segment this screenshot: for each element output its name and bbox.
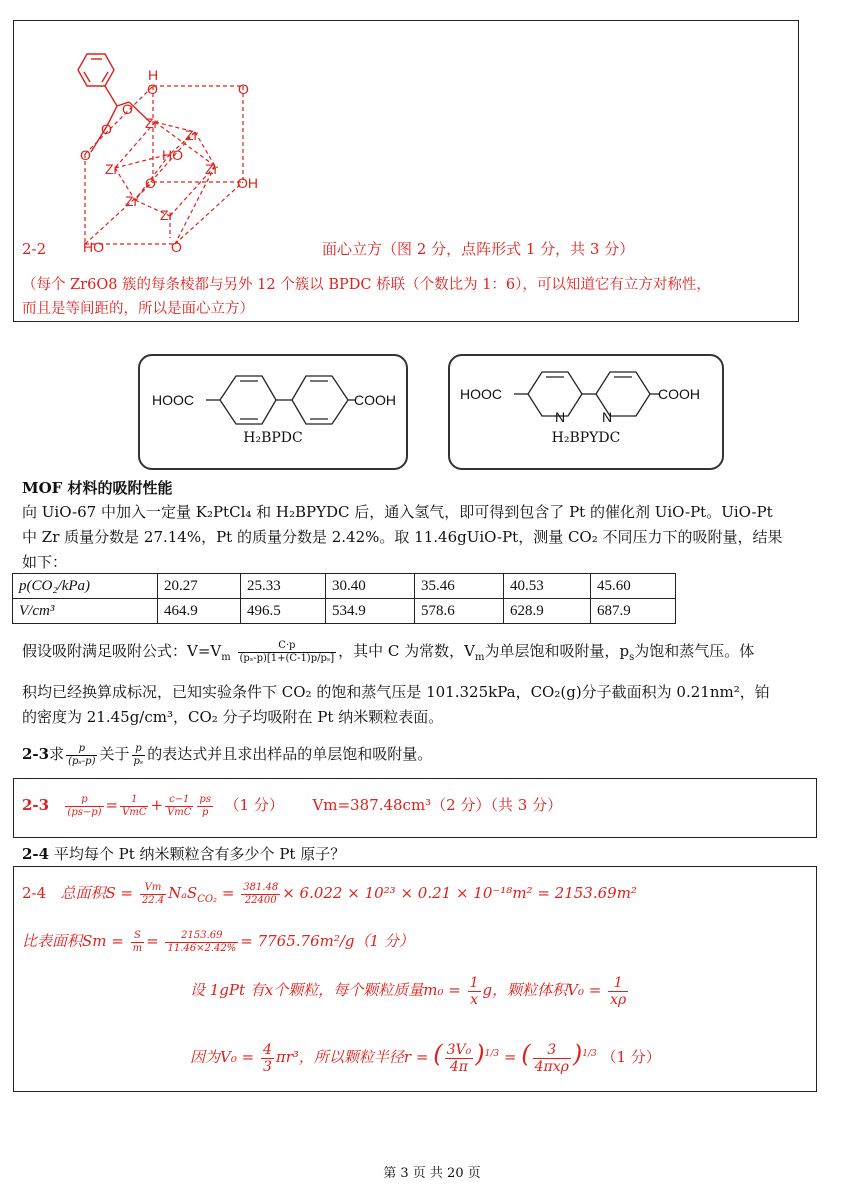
volume-cell: 534.9: [326, 599, 415, 624]
explanation-line-1: （每个 Zr6O8 簇的每条棱都与另外 12 个簇以 BPDC 桥联（个数比为 1：6），可以知道它有立方对称性，: [22, 277, 711, 293]
atom-ho-mid: HO: [162, 147, 183, 163]
pressure-cell: 30.40: [326, 574, 415, 599]
volume-cell: 687.9: [591, 599, 676, 624]
question-2-3: 2-3求 $\frac{p}{\text{(pₛ-p)}}$ 关于 $\frac{p}{\text{pₛ}}$ 的表达式并且求出样品的单层饱和吸附量。: [22, 742, 433, 767]
bpdc-structure: [140, 356, 406, 468]
answer-2-4-line-1: 2-4 总面积S = $\frac{Vm}{22.4}$ NₐS$_{CO_2}$ = $\frac{381.48}{22400}$ × 6.022 × 10²³ × 0.21 × 10⁻¹⁸m² = 2153.69m²: [22, 881, 637, 906]
atom-o-ester: O: [122, 101, 133, 117]
atom-o-link: O: [101, 121, 112, 137]
pressure-cell: 20.27: [158, 574, 241, 599]
answer-2-4-line-4: 因为V₀ = $\frac{4}{3}$ πr³，所以颗粒半径r = ( $\frac{\text{3V₀}}{4\pi}$ )$^{1/3}$ = ( $\frac{3}{\text{4πxρ}}$ )$^{1/3}$ （1 分）: [190, 1040, 661, 1075]
atom-o-bottom: O: [171, 239, 182, 255]
bpdc-name: H₂BPDC: [243, 430, 303, 446]
table-row-volume: [13, 599, 676, 624]
atom-oh-right: OH: [237, 175, 258, 191]
page-footer: 第 3 页 共 20 页: [383, 1166, 481, 1181]
formula-line-3: 的密度为 21.45g/cm³，CO₂ 分子均吸附在 Pt 纳米颗粒表面。: [22, 708, 444, 726]
explanation-line-2: 而且是等间距的，所以是面心立方）: [22, 301, 254, 317]
intro-line-3: 如下：: [22, 553, 68, 571]
atom-zr-2: Zr: [185, 127, 199, 143]
table-row-pressure: [13, 574, 676, 599]
molecule-box-bpdc: [138, 354, 408, 470]
formula-line-2: 积均已经换算成标况，已知实验条件下 CO₂ 的饱和蒸气压是 101.325kPa，CO₂(g)分子截面积为 0.21nm²，铂: [22, 683, 770, 701]
zr-cluster-structure: [55, 48, 275, 258]
atom-zr-5: Zr: [125, 193, 139, 209]
header-volume: V/cm³: [13, 599, 158, 624]
atom-o-top2: O: [238, 81, 249, 97]
adsorption-table: [12, 573, 676, 624]
q-2-2-label: 2-2: [22, 240, 47, 258]
bpdc-right-group: COOH: [354, 392, 396, 408]
bpydc-right-group: COOH: [658, 386, 700, 402]
pressure-cell: 35.46: [415, 574, 504, 599]
atom-zr-4: Zr: [205, 161, 219, 177]
volume-cell: 496.5: [241, 599, 326, 624]
question-2-4: 2-4 平均每个 Pt 纳米颗粒含有多少个 Pt 原子？: [22, 845, 346, 863]
intro-line-2: 中 Zr 质量分数是 27.14%，Pt 的质量分数是 2.42%。取 11.46gUiO-Pt，测量 CO₂ 不同压力下的吸附量，结果: [22, 528, 783, 546]
pressure-cell: 40.53: [504, 574, 591, 599]
formula-line-1: 假设吸附满足吸附公式：$V=V_m$ $\frac{C\cdot p}{\text{(pₛ-p)[1+(C-1)p/pₛ]}}$ ，其中 C 为常数，$V_m$为单层饱和吸附量，$p_s$为饱和蒸气压。体: [22, 639, 755, 664]
atom-o-left: O: [80, 147, 91, 163]
atom-o-top1: O: [147, 81, 158, 97]
bpydc-n-left: N: [555, 409, 566, 425]
atom-zr-1: Zr: [145, 115, 159, 131]
bpdc-left-group: HOOC: [152, 392, 194, 408]
pressure-cell: 45.60: [591, 574, 676, 599]
volume-cell: 578.6: [415, 599, 504, 624]
atom-h-top: H: [148, 67, 159, 83]
pressure-cell: 25.33: [241, 574, 326, 599]
atom-zr-3: Zr: [105, 161, 119, 177]
atom-ho-bottom: HO: [83, 239, 104, 255]
bpydc-left-group: HOOC: [460, 386, 502, 402]
answer-2-4-line-3: 设 1gPt 有x个颗粒，每个颗粒质量m₀ = $\frac{1}{x}$ g，颗粒体积V₀ = $\frac{1}{x\rho}$: [190, 974, 627, 1008]
atom-o-mid: O: [145, 175, 156, 191]
intro-line-1: 向 UiO-67 中加入一定量 K₂PtCl₄ 和 H₂BPYDC 后，通入氢气，即可得到包含了 Pt 的催化剂 UiO-Pt。UiO-Pt: [22, 503, 773, 521]
answer-2-3: 2-3 $\frac{p}{(ps-p)}$ = $\frac{1}{\text{VmC}}$ + $\frac{c-1}{\text{VmC}}$ $\frac{ps}{p}$ （1 分） Vm=387.48cm³（2 分）（共 3 分）: [22, 793, 563, 818]
answer-2-2: 面心立方（图 2 分，点阵形式 1 分，共 3 分）: [322, 240, 635, 258]
bpydc-name: H₂BPYDC: [551, 430, 621, 446]
bpydc-n-right: N: [602, 409, 613, 425]
volume-cell: 628.9: [504, 599, 591, 624]
header-pressure: p(CO₂/kPa): [13, 574, 158, 599]
molecule-box-bpydc: [448, 354, 724, 470]
bpydc-structure: [450, 356, 722, 468]
volume-cell: 464.9: [158, 599, 241, 624]
section-title: MOF 材料的吸附性能: [22, 479, 173, 497]
answer-2-4-line-2: 比表面积Sm = $\frac{S}{m}$ = $\frac{2153.69}{11.46\times 2.42\%}$ = 7765.76m²/g（1 分）: [22, 929, 414, 954]
atom-zr-6: Zr: [160, 207, 174, 223]
